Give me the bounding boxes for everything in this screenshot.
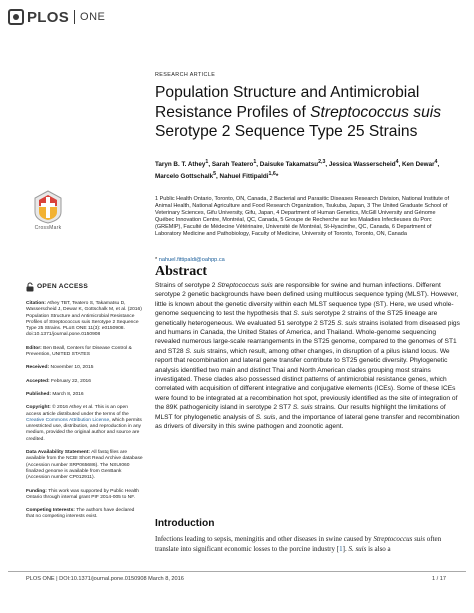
- author-name[interactable]: Daisuke Takamatsu: [259, 161, 319, 169]
- citation-text: Athey TBT, Teatero S, Takamatsu D, Wasserscheid J, Dewar K, Gottschalk M, et al. (2016) Population Structure and Antimicrobial Resistance Profiles of Streptococcus suis Serotype 2 Sequence Type 25 Strains. PLoS ONE 11(3): e0150908. doi:10.1371/journal.pone.0150908: [26, 301, 142, 338]
- title-species: Streptococcus suis: [310, 103, 442, 121]
- published-label: Published:: [26, 391, 51, 397]
- funding-block: [26, 489, 143, 502]
- abstract-species: S. suis: [337, 319, 357, 327]
- abstract-text: [155, 281, 463, 432]
- intro-species: Streptococcus suis: [373, 535, 425, 543]
- plos-logo-text: PLOS: [27, 8, 70, 26]
- abstract-seg: strains isolated from diseased pigs and humans in Canada, the United States of America, and Thailand. Whole-genome sequencing revealed numerous large-scale rearrangements in the ST25 genome, compared to the genomes of ST1 and ST28: [155, 319, 460, 355]
- published-date: March 8, 2016: [52, 391, 84, 397]
- abstract-seg: strains, which result, among other changes, in disruption of a pilus island locus. We report that recombination and lateral gene transfer contribute to ST25 genetic diversity. Phylogenetic analysis identified two main and distinct Thai and North American clades grouping most strains investigated. These clades also possessed distinct patterns of antimicrobial resistance genes, which correlated with acquisition of different integrative and conjugative elements (ICEs). Some of these ICEs were found to be integrated at a recombination hot spot, previously identified as the site of integration of the 89K pathogenicity island in serotype 2 ST7: [155, 347, 458, 412]
- open-access-badge: [26, 282, 143, 292]
- corresponding-email[interactable]: nahuel.fittipaldi@oahpp.ca: [158, 257, 225, 263]
- competing-interests-label: Competing Interests:: [26, 508, 75, 514]
- intro-seg: ].: [342, 544, 347, 553]
- abstract-species: S. suis: [293, 310, 314, 318]
- crossmark-label: CrossMark: [34, 225, 62, 231]
- copyright-text-post: , which permits unrestricted use, distribution, and reproduction in any medium, provided the original author and source are credited.: [26, 417, 142, 442]
- intro-seg: Infections leading to sepsis, meningitis and other diseases in swine caused by: [155, 535, 372, 543]
- abstract-seg: strains. Our results highlight the limitations of MLST for phylogenetic analysis of: [155, 404, 446, 421]
- abstract-seg: Strains of serotype 2: [155, 282, 216, 289]
- title-part-1: Population Structure and Antimicrobial Resistance Profiles of: [155, 84, 420, 121]
- corresponding-email-line: [155, 257, 225, 263]
- author-affil: 5: [213, 170, 217, 177]
- author-name[interactable]: Taryn B. T. Athey: [155, 161, 206, 169]
- citation-label: Citation:: [26, 301, 46, 306]
- author-name[interactable]: Sarah Teatero: [211, 161, 254, 169]
- abstract-species: S. suis: [292, 404, 313, 412]
- author-affil: 1,6: [268, 170, 276, 177]
- open-lock-icon: [26, 282, 34, 292]
- abstract-species: Streptococcus suis: [217, 282, 273, 289]
- author-affil: 2,3: [318, 159, 326, 165]
- editor-label: Editor:: [26, 345, 42, 351]
- intro-seg: is also a: [368, 544, 391, 553]
- introduction-heading: Introduction: [155, 518, 215, 529]
- corresponding-star: *: [155, 257, 159, 263]
- article-title: [155, 83, 455, 142]
- intro-species: S. suis: [348, 544, 367, 553]
- funding-label: Funding:: [26, 488, 47, 494]
- competing-interests-block: [26, 508, 143, 521]
- accepted-label: Accepted:: [26, 378, 50, 384]
- introduction-text: [155, 535, 463, 554]
- cc-license-link[interactable]: Creative Commons Attribution License: [26, 417, 110, 423]
- author-name[interactable]: Marcelo Gottschalk: [155, 172, 214, 180]
- author-affil: 1: [253, 159, 257, 165]
- data-availability-label: Data Availability Statement:: [26, 450, 91, 456]
- author-list: Taryn B. T. Athey$^1$, Sarah Teatero$^1$, Daisuke Takamatsu$^{2,3}$, Jessica Wasserscheid$^4$, Ken Dewar$^4$, Marcelo Gottschalk$^5$, Nahuel Fittipaldi$^{1,6}$*: [155, 159, 440, 180]
- competing-interests-text: The authors have declared that no competing interests exist.: [26, 508, 135, 520]
- editor-block: [26, 346, 143, 359]
- crossmark-badge[interactable]: [32, 190, 64, 231]
- affiliations: 1 Public Health Ontario, Toronto, ON, Canada, 2 Bacterial and Parasitic Diseases Research Division, National Institute of Animal Health, National Agriculture and Food Research Organization, Tsukuba, Japan, 3 The United Graduate School of Veterinary Sciences, Gifu University, Gifu, Japan, 4 Department of Human Genetics, McGill University and Génome Québec Innovation Centre, Montréal, QC, Canada, 5 Groupe de Recherche sur les Maladies Infectieuses du Porc (GREMIP), Faculté de Médecine Vétérinaire, Université de Montréal, St-Hyacinthe, QC, Canada, 6 Department of Laboratory Medicine and Pathobiology, Faculty of Medicine, University of Toronto, Toronto, ON, Canada: [155, 196, 449, 237]
- article-type-label: RESEARCH ARTICLE: [155, 72, 216, 78]
- copyright-label: Copyright:: [26, 405, 51, 411]
- abstract-species: S. suis: [185, 347, 206, 355]
- footer-divider: [8, 571, 466, 572]
- copyright-block: [26, 405, 143, 443]
- author-name[interactable]: Nahuel Fittipaldi: [219, 172, 269, 180]
- crossmark-icon: [33, 190, 63, 224]
- journal-header: [0, 0, 474, 40]
- plos-logo-icon: [8, 9, 24, 25]
- title-part-2: Serotype 2 Sequence Type 25 Strains: [155, 123, 418, 141]
- article-metadata-sidebar: [26, 282, 143, 528]
- accepted-date: February 22, 2016: [51, 378, 91, 384]
- abstract-species: S. suis: [255, 413, 276, 421]
- author-affil: 4: [434, 159, 438, 165]
- published-block: [26, 392, 143, 398]
- reference-link[interactable]: 1: [339, 544, 343, 553]
- author-name[interactable]: Ken Dewar: [401, 161, 435, 169]
- open-access-label: OPEN ACCESS: [37, 282, 89, 290]
- received-label: Received:: [26, 365, 50, 371]
- data-availability-block: [26, 450, 143, 481]
- abstract-seg: , and the importance of lateral gene transfer and recombination as drivers of diversity in this swine pathogen and zoonotic agent.: [155, 413, 460, 431]
- data-availability-text: All fastq files are available from the NCBI Short Read Archive database (Accession number SRP065686). The NSUI060 finalized genome is available from GenBank (Accession number CP012911).: [26, 450, 143, 481]
- citation-block: [26, 301, 143, 339]
- plos-logo[interactable]: [8, 6, 105, 28]
- received-date: November 10, 2015: [50, 365, 94, 371]
- plos-logo-sub: ONE: [80, 11, 106, 23]
- abstract-seg: are responsible for swine and human infections. Different serotype 2 genetic backgrounds have been defined using multilocus sequence typing (MLST). However, little is known about the genetic diversity within each MLST sequence type (ST). Here, we used whole-genome sequencing to test the hypothesis that: [155, 282, 459, 318]
- author-affil: 4: [395, 159, 399, 165]
- page-number: 1 / 17: [432, 576, 446, 582]
- abstract-seg: serotype 2 strains of the ST25 lineage are genetically heterogeneous. We evaluated 51 serotype 2 ST25: [155, 310, 438, 327]
- abstract-heading: Abstract: [155, 264, 208, 279]
- editor-text: Ben Beall, Centers for Disease Control & Prevention, UNITED STATES: [26, 345, 132, 358]
- author-name[interactable]: Jessica Wasserscheid: [328, 161, 396, 169]
- received-block: [26, 365, 143, 371]
- accepted-block: [26, 379, 143, 385]
- funding-text: This work was supported by Public Health Ontario through internal grant PIF 2014-005 to NF.: [26, 488, 139, 500]
- copyright-text-pre: © 2016 Athey et al. This is an open access article distributed under the terms of the: [26, 405, 129, 417]
- logo-divider: [74, 10, 75, 24]
- author-affil: 1: [205, 159, 209, 165]
- intro-seg: often translate into significant economic losses to the porcine industry [: [155, 535, 442, 553]
- footer-citation: PLOS ONE | DOI:10.1371/journal.pone.0150908 March 8, 2016: [26, 576, 184, 582]
